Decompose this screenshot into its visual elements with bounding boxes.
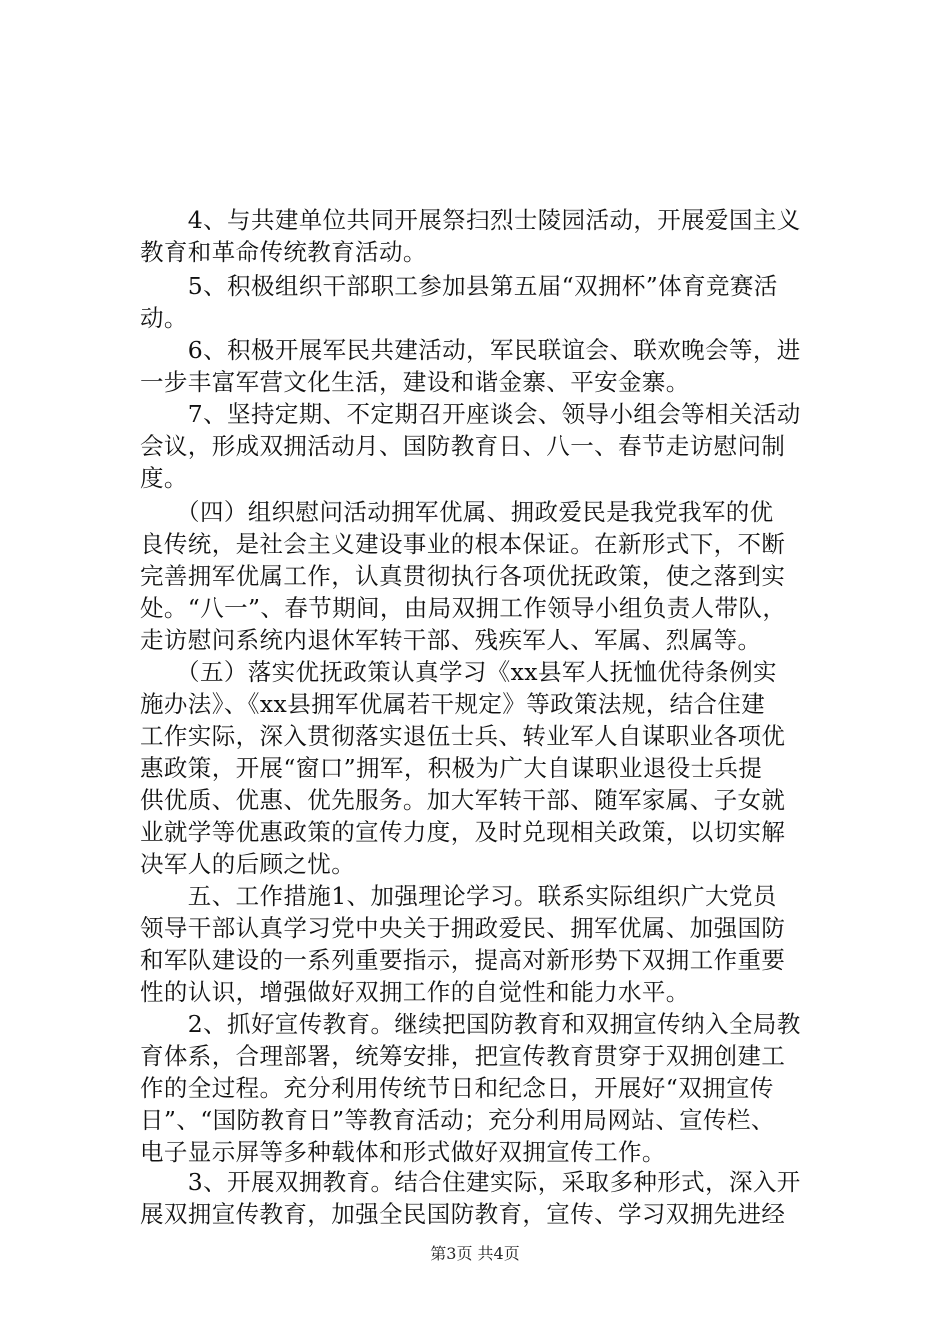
body-text-line: 度。 — [140, 464, 188, 492]
body-text-line: 展双拥宣传教育，加强全民国防教育，宣传、学习双拥先进经 — [140, 1200, 786, 1228]
page-number-footer: 第3页 共4页 — [430, 1244, 520, 1263]
body-text-line: （五）落实优抚政策认真学习《xx县军人抚恤优待条例实 — [140, 658, 777, 686]
body-text-line: 教育和革命传统教育活动。 — [140, 238, 427, 266]
body-text-line: 五、工作措施1、加强理论学习。联系实际组织广大党员 — [140, 882, 777, 910]
body-text-line: 工作实际，深入贯彻落实退伍士兵、转业军人自谋职业各项优 — [140, 722, 786, 750]
body-text-line: 领导干部认真学习党中央关于拥政爱民、拥军优属、加强国防 — [140, 914, 786, 942]
body-text-line: 走访慰问系统内退休军转干部、残疾军人、军属、烈属等。 — [140, 626, 762, 654]
body-text-line: 施办法》、《xx县拥军优属若干规定》等政策法规，结合住建 — [140, 690, 766, 718]
body-text-line: 5、积极组织干部职工参加县第五届“双拥杯”体育竞赛活 — [140, 272, 778, 300]
body-text-line: 业就学等优惠政策的宣传力度，及时兑现相关政策，以切实解 — [140, 818, 786, 846]
body-text-line: 3、开展双拥教育。结合住建实际，采取多种形式，深入开 — [140, 1168, 801, 1196]
body-text-line: 良传统，是社会主义建设事业的根本保证。在新形式下，不断 — [140, 530, 786, 558]
body-text-line: 决军人的后顾之忧。 — [140, 850, 356, 878]
body-text-line: 7、坚持定期、不定期召开座谈会、领导小组会等相关活动 — [140, 400, 801, 428]
body-text-line: 性的认识，增强做好双拥工作的自觉性和能力水平。 — [140, 978, 690, 1006]
body-text-line: 育体系，合理部署，统筹安排，把宣传教育贯穿于双拥创建工 — [140, 1042, 786, 1070]
body-text-line: 完善拥军优属工作，认真贯彻执行各项优抚政策，使之落到实 — [140, 562, 786, 590]
body-text-line: 供优质、优惠、优先服务。加大军转干部、随军家属、子女就 — [140, 786, 786, 814]
body-text-line: 日”、“国防教育日”等教育活动；充分利用局网站、宣传栏、 — [140, 1106, 775, 1134]
body-text-line: 电子显示屏等多种载体和形式做好双拥宣传工作。 — [140, 1138, 666, 1166]
body-text-line: 和军队建设的一系列重要指示，提高对新形势下双拥工作重要 — [140, 946, 786, 974]
body-text-line: 2、抓好宣传教育。继续把国防教育和双拥宣传纳入全局教 — [140, 1010, 801, 1038]
body-text-line: 动。 — [140, 304, 188, 332]
body-text-line: 一步丰富军营文化生活，建设和谐金寨、平安金寨。 — [140, 368, 690, 396]
body-text-line: 会议，形成双拥活动月、国防教育日、八一、春节走访慰问制 — [140, 432, 786, 460]
body-text-line: 4、与共建单位共同开展祭扫烈士陵园活动，开展爱国主义 — [140, 206, 801, 234]
body-text-line: 处。“八一”、春节期间，由局双拥工作领导小组负责人带队， — [140, 594, 787, 622]
body-text-line: （四）组织慰问活动拥军优属、拥政爱民是我党我军的优 — [140, 498, 774, 526]
body-text-line: 作的全过程。充分利用传统节日和纪念日，开展好“双拥宣传 — [140, 1074, 774, 1102]
body-text-line: 6、积极开展军民共建活动，军民联谊会、联欢晚会等，进 — [140, 336, 801, 364]
body-text-line: 惠政策，开展“窗口”拥军，积极为广大自谋职业退役士兵提 — [140, 754, 763, 782]
